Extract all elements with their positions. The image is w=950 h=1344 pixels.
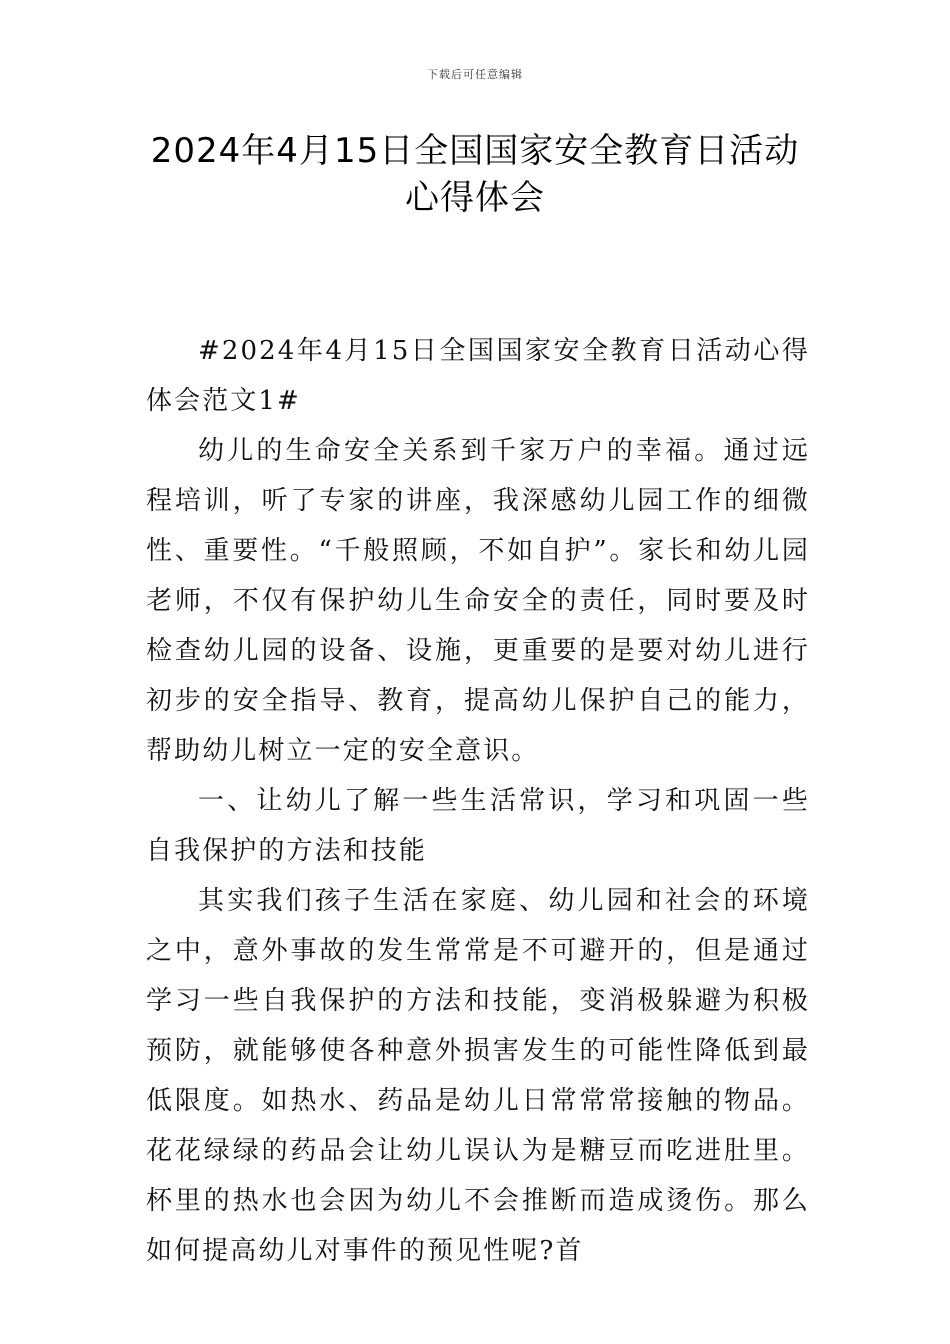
section-heading: #2024年4月15日全国国家安全教育日活动心得体会范文1# [146,336,810,416]
document-title [120,128,830,222]
title-line-2: 心得体会 [405,178,545,218]
subsection-heading: 一、让幼儿了解一些生活常识，学习和巩固一些自我保护的方法和技能 [146,786,810,866]
title-line-1: 2024年4月15日全国国家安全教育日活动 [150,131,800,171]
body-paragraph: 幼儿的生命安全关系到千家万户的幸福。通过远程培训，听了专家的讲座，我深感幼儿园工作的细微性、重要性。“千般照顾，不如自护”。家长和幼儿园老师，不仅有保护幼儿生命安全的责任，同时要及时检查幼儿园的设备、设施，更重要的是要对幼儿进行初步的安全指导、教育，提高幼儿保护自己的能力，帮助幼儿树立一定的安全意识。 [146,436,810,766]
header-note: 下载后可任意编辑 [427,68,523,81]
body-paragraph: 其实我们孩子生活在家庭、幼儿园和社会的环境之中，意外事故的发生常常是不可避开的，但是通过学习一些自我保护的方法和技能，变消极躲避为积极预防，就能够使各种意外损害发生的可能性降低到最低限度。如热水、药品是幼儿日常常常接触的物品。花花绿绿的药品会让幼儿误认为是糖豆而吃进肚里。杯里的热水也会因为幼儿不会推断而造成烫伤。那么如何提高幼儿对事件的预见性呢?首 [146,886,810,1266]
document-body [146,326,810,1276]
